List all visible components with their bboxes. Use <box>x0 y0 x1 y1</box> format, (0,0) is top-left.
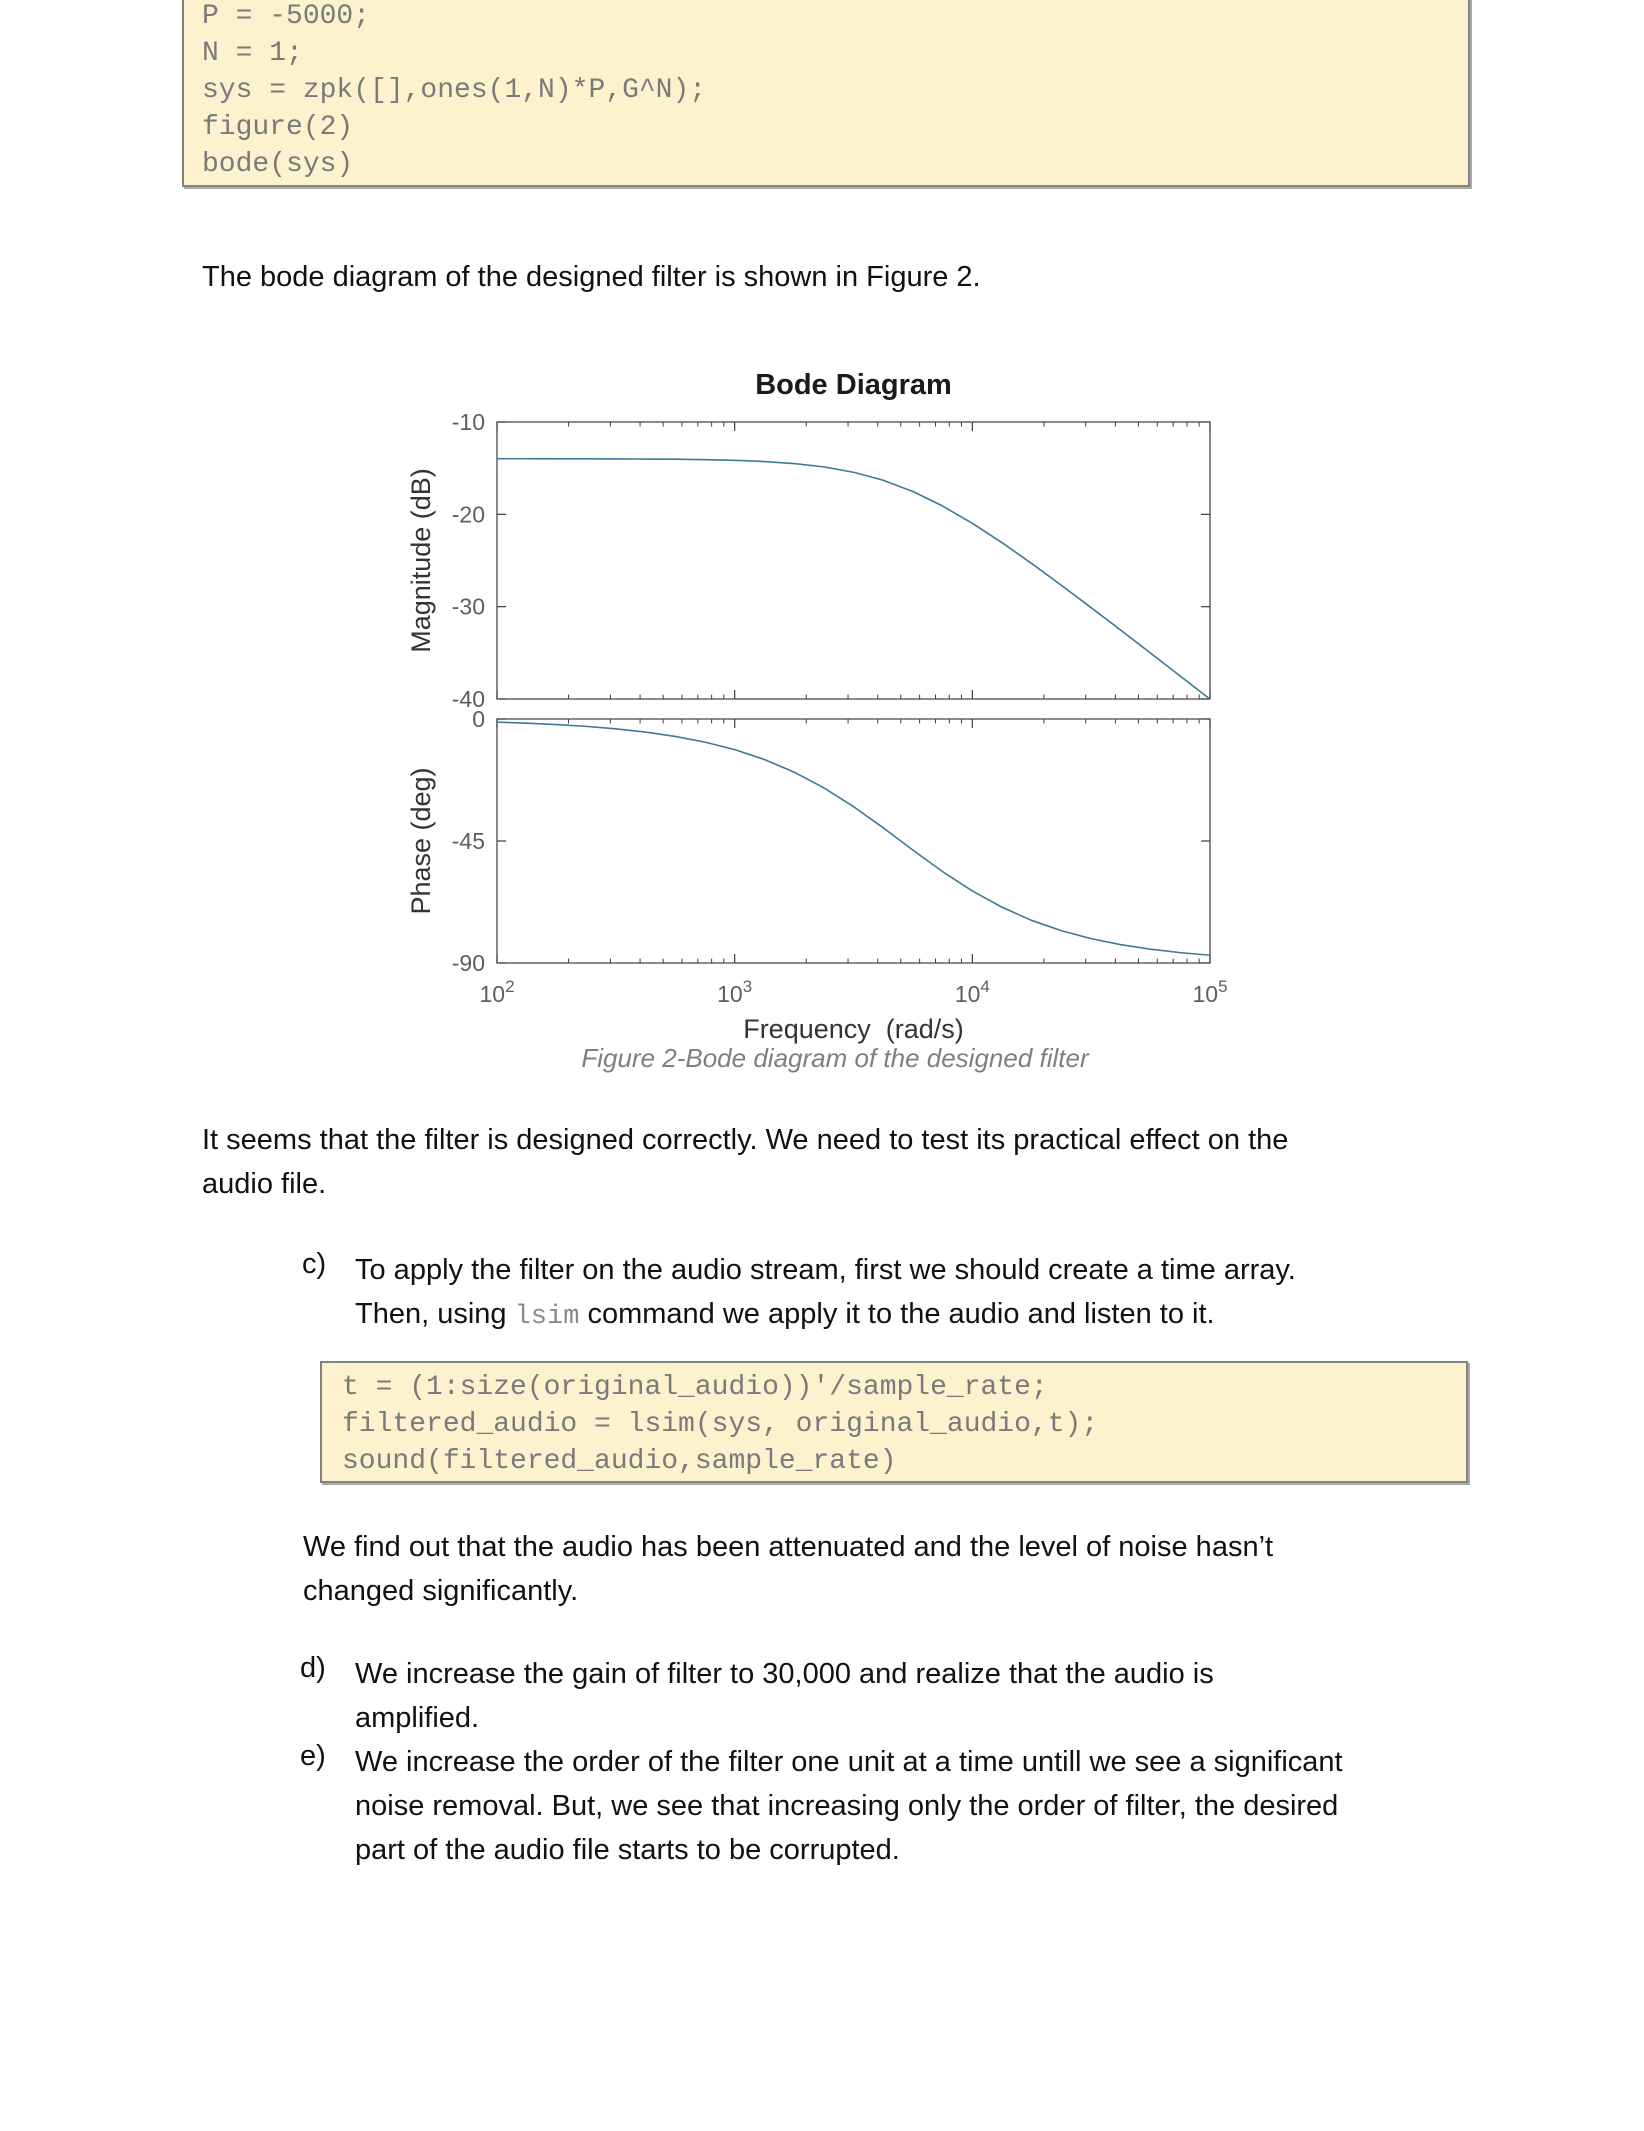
bode-plot-svg <box>400 360 1260 1050</box>
text-line: t = (1:size(original_audio))'/sample_rate; <box>342 1372 1048 1403</box>
text-line: filtered_audio = lsim(sys, original_audio,t); <box>342 1409 1099 1440</box>
figure-caption: Figure 2-Bode diagram of the designed filter <box>581 1043 1089 1073</box>
finding-paragraph <box>303 1525 1273 1613</box>
list-item-e-text <box>355 1740 1343 1872</box>
svg-text:Bode Diagram: Bode Diagram <box>755 369 952 401</box>
svg-text:104: $10^4$ <box>954 977 990 1007</box>
text-line: amplified. <box>355 1702 480 1734</box>
svg-text:-40: -40 <box>451 686 485 712</box>
list-item-d-text <box>355 1652 1214 1740</box>
list-item-c-line2-prefix: Then, using <box>355 1298 515 1330</box>
text-line: P = -5000; <box>202 1 371 32</box>
list-item-c-line2 <box>355 1292 1296 1339</box>
svg-text:-90: -90 <box>451 950 485 976</box>
text-line: noise removal. But, we see that increasing only the order of filter, the desired <box>355 1790 1339 1822</box>
svg-text:-30: -30 <box>451 593 485 620</box>
svg-text:103: $10^3$ <box>717 977 753 1007</box>
list-item-c-marker: c) <box>302 1248 327 1280</box>
text-line: bode(sys) <box>202 149 354 180</box>
list-item-e-marker: e) <box>300 1740 326 1772</box>
text-line: We increase the order of the filter one unit at a time untill we see a significant <box>355 1746 1343 1778</box>
list-item-c-line1: To apply the filter on the audio stream, first we should create a time array. <box>355 1254 1296 1286</box>
intro-paragraph: The bode diagram of the designed filter is shown in Figure 2. <box>202 261 981 293</box>
text-line: sys = zpk([],ones(1,N)*P,G^N); <box>202 75 707 106</box>
text-line: We increase the gain of filter to 30,000 and realize that the audio is <box>355 1658 1214 1690</box>
matlab-code-block-lsim <box>320 1361 1468 1483</box>
inline-code-lsim: lsim <box>514 1302 580 1332</box>
matlab-code-block-bode <box>182 0 1470 187</box>
analysis-paragraph <box>202 1118 1288 1206</box>
svg-text:Magnitude (dB): Magnitude (dB) <box>406 468 436 653</box>
svg-text:Phase (deg): Phase (deg) <box>406 767 436 915</box>
text-line: part of the audio file starts to be corrupted. <box>355 1834 900 1866</box>
text-line: figure(2) <box>202 112 354 143</box>
text-line: changed significantly. <box>303 1575 579 1607</box>
svg-text:102: $10^2$ <box>479 977 515 1007</box>
svg-text:Frequency (rad/s): Frequency (rad/s) <box>743 1014 964 1044</box>
svg-text:-20: -20 <box>451 501 485 528</box>
svg-text:105: $10^5$ <box>1192 977 1228 1007</box>
svg-text:0: 0 <box>472 706 485 732</box>
text-line: It seems that the filter is designed correctly. We need to test its practical effect on the <box>202 1124 1289 1156</box>
list-item-c-line2-suffix: command we apply it to the audio and listen to it. <box>579 1298 1215 1330</box>
list-item-d-marker: d) <box>300 1652 326 1684</box>
svg-text:-45: -45 <box>451 828 485 854</box>
svg-text:-10: -10 <box>451 409 485 435</box>
text-line: sound(filtered_audio,sample_rate) <box>342 1446 897 1477</box>
text-line: We find out that the audio has been attenuated and the level of noise hasn’t <box>303 1531 1274 1563</box>
text-line: audio file. <box>202 1168 327 1200</box>
list-item-c-text <box>355 1248 1296 1339</box>
text-line: N = 1; <box>202 38 303 69</box>
